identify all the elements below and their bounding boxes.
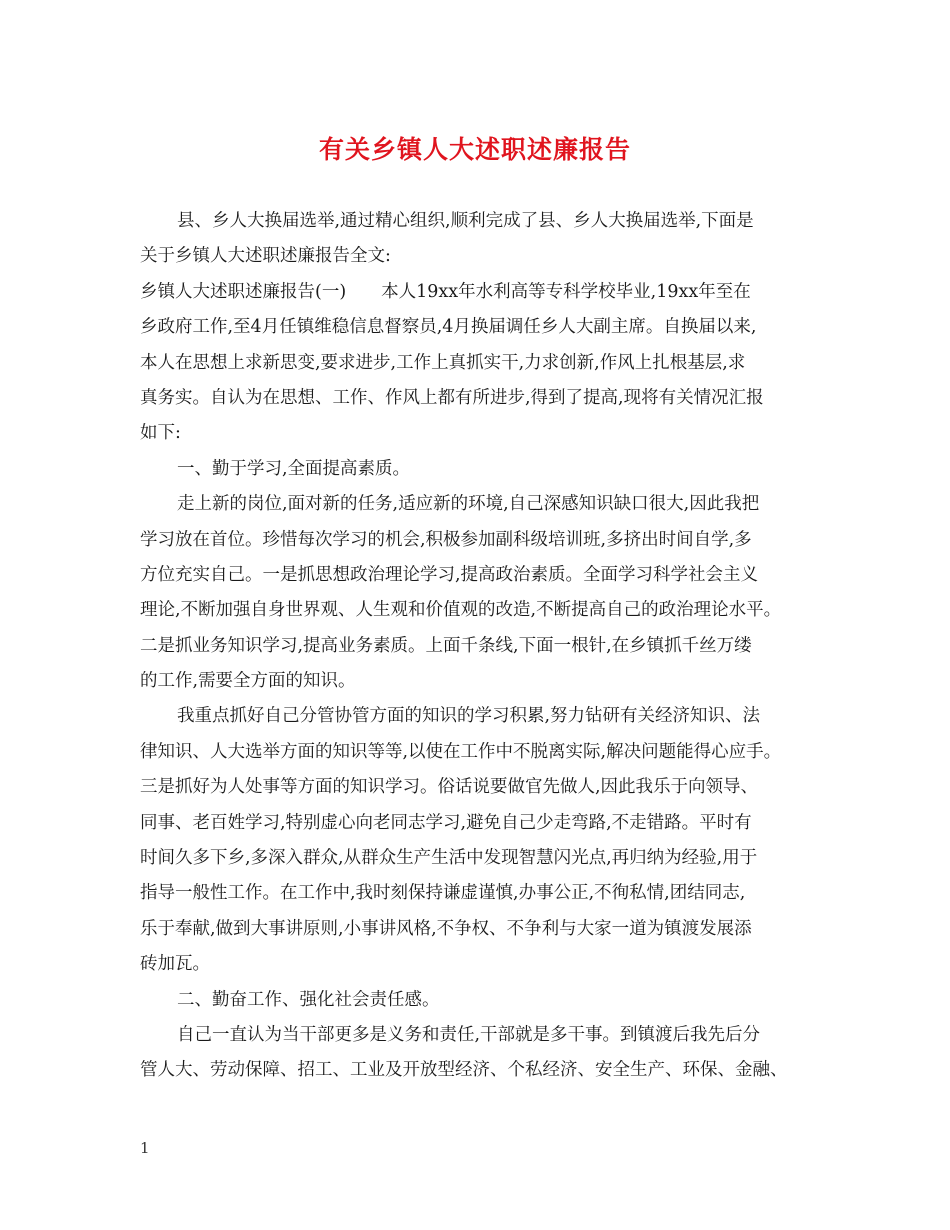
text-line: 本人在思想上求新思变,要求进步,工作上真抓实干,力求创新,作风上扎根基层,求 xyxy=(140,352,746,373)
document-title: 有关乡镇人大述职述廉报告 xyxy=(318,135,631,164)
text-line: 时间久多下乡,多深入群众,从群众生产生活中发现智慧闪光点,再归纳为经验,用于 xyxy=(140,848,758,869)
text-line: 如下: xyxy=(140,423,181,444)
text-line: 的工作,需要全方面的知识。 xyxy=(140,671,356,692)
text-line: 方位充实自己。一是抓思想政治理论学习,提高政治素质。全面学习科学社会主义 xyxy=(140,564,759,585)
text-line: 律知识、人大选举方面的知识等等,以使在工作中不脱离实际,解决问题能得心应手。 xyxy=(140,741,782,762)
text-line: 自己一直认为当干部更多是义务和责任,干部就是多干事。到镇渡后我先后分 xyxy=(177,1024,761,1045)
text-line: 我重点抓好自己分管协管方面的知识的学习积累,努力钻研有关经济知识、法 xyxy=(177,706,761,727)
text-line: 三是抓好为人处事等方面的知识学习。俗话说要做官先做人,因此我乐于向领导、 xyxy=(140,777,759,798)
text-line: 真务实。自认为在思想、工作、作风上都有所进步,得到了提高,现将有关情况汇报 xyxy=(140,387,764,408)
text-line: 乡政府工作,至4月任镇维稳信息督察员,4月换届调任乡人大副主席。自换届以来, xyxy=(140,317,757,338)
text-line: 砖加瓦。 xyxy=(140,954,210,975)
text-line: 学习放在首位。珍惜每次学习的机会,积极参加副科级培训班,多挤出时间自学,多 xyxy=(140,529,752,550)
page-number: 1 xyxy=(140,1139,150,1157)
text-line: 乐于奉献,做到大事讲原则,小事讲风格,不争权、不争利与大家一道为镇渡发展添 xyxy=(140,918,752,939)
text-line: 县、乡人大换届选举,通过精心组织,顺利完成了县、乡人大换届选举,下面是 xyxy=(177,211,754,231)
text-line: 乡镇人大述职述廉报告(一) 本人19xx年水利高等专科学校毕业,19xx年至在 xyxy=(140,281,751,302)
text-line: 管人大、劳动保障、招工、工业及开放型经济、个私经济、安全生产、环保、金融、 xyxy=(140,1060,788,1081)
text-line: 走上新的岗位,面对新的任务,适应新的环境,自己深感知识缺口很大,因此我把 xyxy=(177,494,760,515)
document-body xyxy=(140,204,820,1089)
text-line: 指导一般性工作。在工作中,我时刻保持谦虚谨慎,办事公正,不徇私情,团结同志, xyxy=(140,883,746,904)
section-heading: 一、勤于学习,全面提高素质。 xyxy=(177,458,411,479)
section-heading: 二、勤奋工作、强化社会责任感。 xyxy=(177,989,440,1010)
text-line: 二是抓业务知识学习,提高业务素质。上面千条线,下面一根针,在乡镇抓千丝万缕 xyxy=(140,635,752,656)
text-line: 理论,不断加强自身世界观、人生观和价值观的改造,不断提高自己的政治理论水平。 xyxy=(140,600,782,621)
text-line: 同事、老百姓学习,特别虚心向老同志学习,避免自己少走弯路,不走错路。平时有 xyxy=(140,812,752,833)
text-line: 关于乡镇人大述职述廉报告全文: xyxy=(140,246,391,267)
